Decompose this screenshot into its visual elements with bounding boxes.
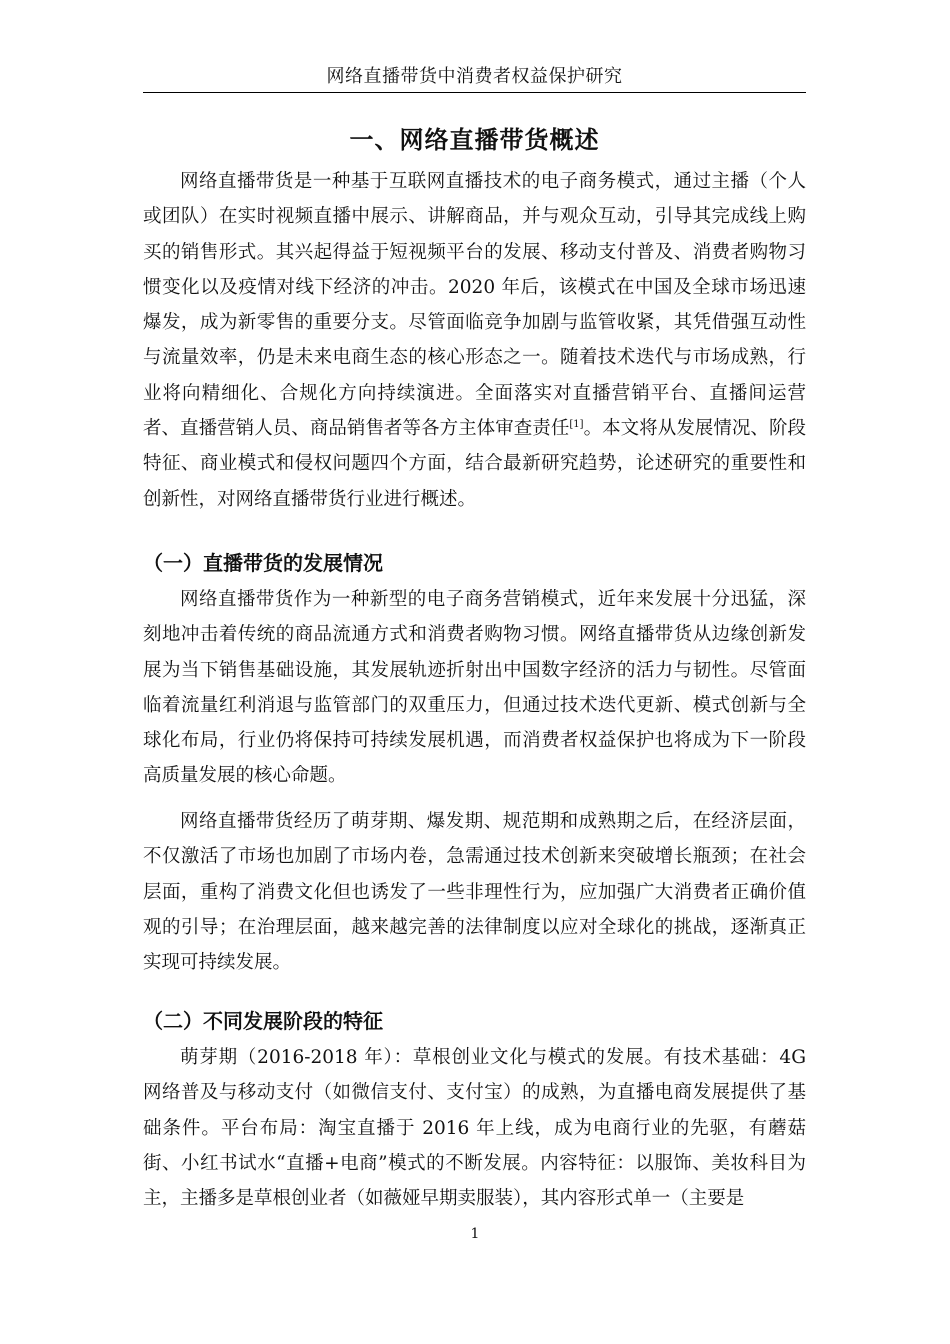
paragraph-sprout-stage: 萌芽期（2016-2018 年）：草根创业文化与模式的发展。有技术基础：4G 网络普及与移动支付（如微信支付、支付宝）的成熟，为直播电商发展提供了基础条件。平台布局：淘宝直播于 2016 年上线，成为电商行业的先驱，有蘑菇街、小红书试水“直播+电商”模式的不断发展。内容特征：以服饰、美妆科目为主，主播多是草根创业者（如薇娅早期卖服装），其内容形式单一（主要是: [143, 1047, 806, 1210]
running-header: 网络直播带货中消费者权益保护研究: [326, 66, 623, 87]
section-title-stage-features: （二）不同发展阶段的特征: [143, 1009, 383, 1033]
chapter-title: 一、网络直播带货概述: [349, 126, 600, 154]
page-number: 1: [470, 1226, 480, 1242]
citation-marker: [1]: [569, 418, 584, 430]
section-title-development: （一）直播带货的发展情况: [143, 551, 383, 575]
paragraph-stages-impact: 网络直播带货经历了萌芽期、爆发期、规范期和成熟期之后，在经济层面，不仅激活了市场也加剧了市场内卷，急需通过技术创新来突破增长瓶颈；在社会层面，重构了消费文化但也诱发了一些非理性行为，应加强广大消费者正确价值观的引导；在治理层面，越来越完善的法律制度以应对全球化的挑战，逐渐真正实现可持续发展。: [143, 811, 806, 974]
paragraph-text: 网络直播带货是一种基于互联网直播技术的电子商务模式，通过主播（个人或团队）在实时视频直播中展示、讲解商品，并与观众互动，引导其完成线上购买的销售形式。其兴起得益于短视频平台的发展、移动支付普及、消费者购物习惯变化以及疫情对线下经济的冲击。2020 年后，该模式在中国及全球市场迅速爆发，成为新零售的重要分支。尽管面临竞争加剧与监管收紧，其凭借强互动性与流量效率，仍是未来电商生态的核心形态之一。随着技术迭代与市场成熟，行业将向精细化、合规化方向持续演进。全面落实对直播营销平台、直播间运营者、直播营销人员、商品销售者等各方主体审查责任: [143, 171, 806, 440]
paragraph-development: 网络直播带货作为一种新型的电子商务营销模式，近年来发展十分迅猛，深刻地冲击着传统的商品流通方式和消费者购物习惯。网络直播带货从边缘创新发展为当下销售基础设施，其发展轨迹折射出中国数字经济的活力与韧性。尽管面临着流量红利消退与监管部门的双重压力，但通过技术迭代更新、模式创新与全球化布局，行业仍将保持可持续发展机遇，而消费者权益保护也将成为下一阶段高质量发展的核心命题。: [143, 589, 806, 787]
paragraph-intro: [143, 164, 806, 517]
header-rule: [143, 92, 806, 93]
paragraph-text: 。本文将从发展情况、阶段特征、商业模式和侵权问题四个方面，结合最新研究趋势，论述研究的重要性和创新性，对网络直播带货行业进行概述。: [143, 418, 806, 510]
